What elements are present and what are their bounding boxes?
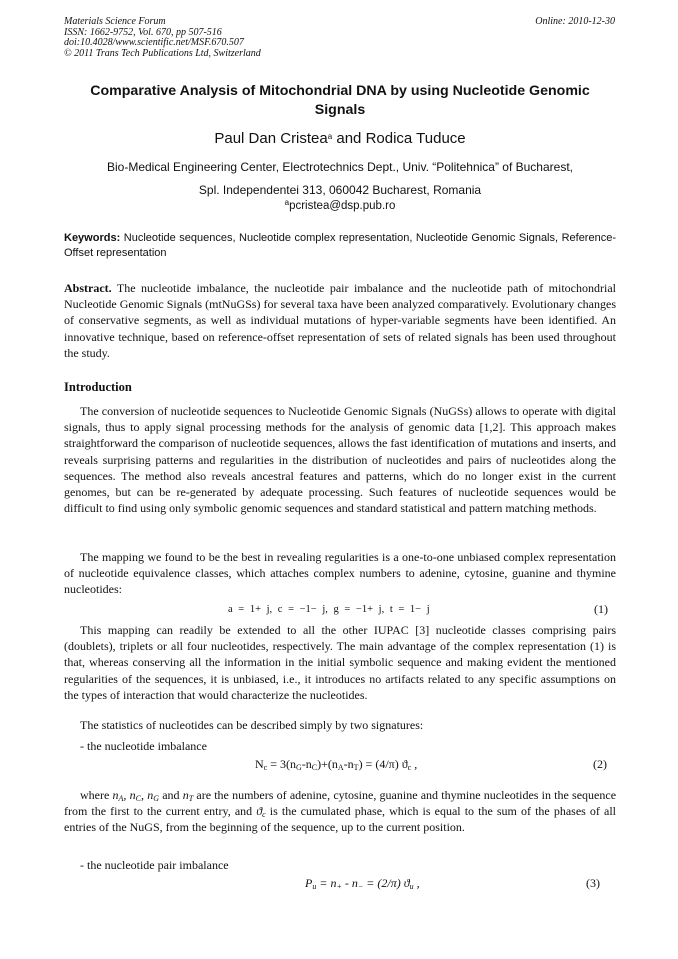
p5-middle: are the numbers of adenine, cytosine, guanine and thymine nucleotides in the sequence from the first to the current entry, and bbox=[64, 788, 617, 819]
intro-paragraph-2: The mapping we found to be the best in revealing regularities is a one-to-one unbiased complex representation of nucleotide equivalence classes, which attaches complex numbers to adenine, cytosine, guanine and thymine nucleotides: bbox=[64, 550, 616, 597]
abstract-text: The nucleotide imbalance, the nucleotide pair imbalance and the nucleotide path of mitochondrial Nucleotide Genomic Signals (mtNuGSs) for several taxa have been analyzed comparatively. Evolutionary changes of conservative segments, as well as individual mutations of hyper-variable segments have been identified. An innovative technique, based on reference-offset representation of sets of related signals has been used throughout the study. bbox=[64, 281, 616, 360]
author-1: Paul Dan Cristea bbox=[214, 130, 328, 147]
author-line bbox=[64, 130, 616, 148]
equation-3-number: (3) bbox=[586, 876, 600, 890]
section-heading-introduction: Introduction bbox=[64, 380, 132, 394]
journal-name: Materials Science Forum bbox=[64, 16, 166, 27]
p5-start: where bbox=[80, 788, 113, 802]
abstract-label: Abstract. bbox=[64, 281, 112, 295]
online-date: Online: 2010-12-30 bbox=[535, 16, 615, 27]
keywords-label: Keywords: bbox=[64, 232, 121, 244]
equation-3: $P_u = n_+ - n_- = (2/\pi)$ $ϑ_u$ , bbox=[305, 876, 420, 891]
doi-line[interactable]: doi:10.4028/www.scientific.net/MSF.670.507 bbox=[64, 37, 244, 49]
copyright-line: © 2011 Trans Tech Publications Ltd, Switzerland bbox=[64, 47, 261, 59]
abstract bbox=[64, 280, 616, 361]
intro-paragraph-5: where $n_A$, $n_C$, $n_G$ and $n_T$ are the numbers of adenine, cytosine, guanine and thymine nucleotides in the sequence from the first to the current entry, and $ϑ_c$ is the cumulated phase, which is equal to the sum of the phases of all entries of the NuGS, from the beginning of the sequence, up to the current position. bbox=[64, 788, 617, 835]
intro-paragraph-3: This mapping can readily be extended to all the other IUPAC [3] nucleotide classes comprising pairs (doublets), triplets or all four nucleotides, respectively. The main advantage of the complex representation (1) is that, whereas conserving all the information in the initial symbolic sequence and making evident the mentioned regularities of the sequences, it is unbiased, i.e., it introduces no artifacts related to any specific assumptions on the types of interaction that would characterize the nucleotides. bbox=[64, 623, 616, 702]
author-email bbox=[64, 198, 616, 214]
affiliation-line-1: Bio-Medical Engineering Center, Electrotechnics Dept., Univ. “Politehnica” of Bucharest, bbox=[106, 160, 573, 174]
issn-line: ISSN: 1662-9752, Vol. 670, pp 507-516 bbox=[64, 26, 222, 38]
intro-paragraph-4: The statistics of nucleotides can be described simply by two signatures: bbox=[80, 718, 424, 732]
equation-1-number: (1) bbox=[594, 602, 608, 616]
keywords-text: Nucleotide sequences, Nucleotide complex representation, Nucleotide Genomic Signals, Reference-Offset representation bbox=[64, 232, 616, 259]
list-item-nucleotide-pair-imbalance: - the nucleotide pair imbalance bbox=[80, 858, 229, 872]
equation-1: a = 1+ j, c = −1− j, g = −1+ j, t = 1− j bbox=[228, 604, 430, 615]
equation-2-number: (2) bbox=[593, 757, 607, 771]
affiliation bbox=[58, 156, 622, 202]
equation-2: $N_c = 3(n_G-n_C)+(n_A-n_T) = (4/\pi)$ $ϑ_c$ , bbox=[255, 757, 418, 772]
email-address[interactable]: pcristea@dsp.pub.ro bbox=[289, 200, 396, 212]
p5-end: is the cumulated phase, which is equal to the sum of the phases of all entries of the NuGS, from the beginning of the sequence, up to the current position. bbox=[64, 804, 616, 835]
paper-title: Comparative Analysis of Mitochondrial DNA by using Nucleotide Genomic Signals bbox=[90, 83, 590, 118]
email-marker: a bbox=[284, 198, 290, 207]
list-item-nucleotide-imbalance: - the nucleotide imbalance bbox=[80, 739, 207, 753]
journal-header bbox=[64, 17, 261, 59]
keywords bbox=[64, 231, 616, 261]
intro-paragraph-1: The conversion of nucleotide sequences to Nucleotide Genomic Signals (NuGSs) allows to operate with digital signals, thus to apply signal processing methods for the analysis of genomic data [1,2]. This approach makes straightforward the comparison of nucleotide sequences, allows the fast identification of mutations and inserts, and reveals surprising patterns and regularities in the distribution of nucleotides and pairs of nucleotides along the sequences. The method also reveals ancestral features and patterns, which do no longer exist in the current genomes, but can be re-generated by adequate processing. Such features of nucleotide sequences would be difficult to find using only symbolic genomic sequences and standard statistical and pattern matching methods. bbox=[64, 404, 616, 516]
affiliation-line-2: Spl. Independentei 313, 060042 Bucharest, Romania bbox=[198, 183, 482, 197]
author-1-marker: a bbox=[327, 132, 333, 141]
author-2: and Rodica Tuduce bbox=[332, 130, 466, 147]
